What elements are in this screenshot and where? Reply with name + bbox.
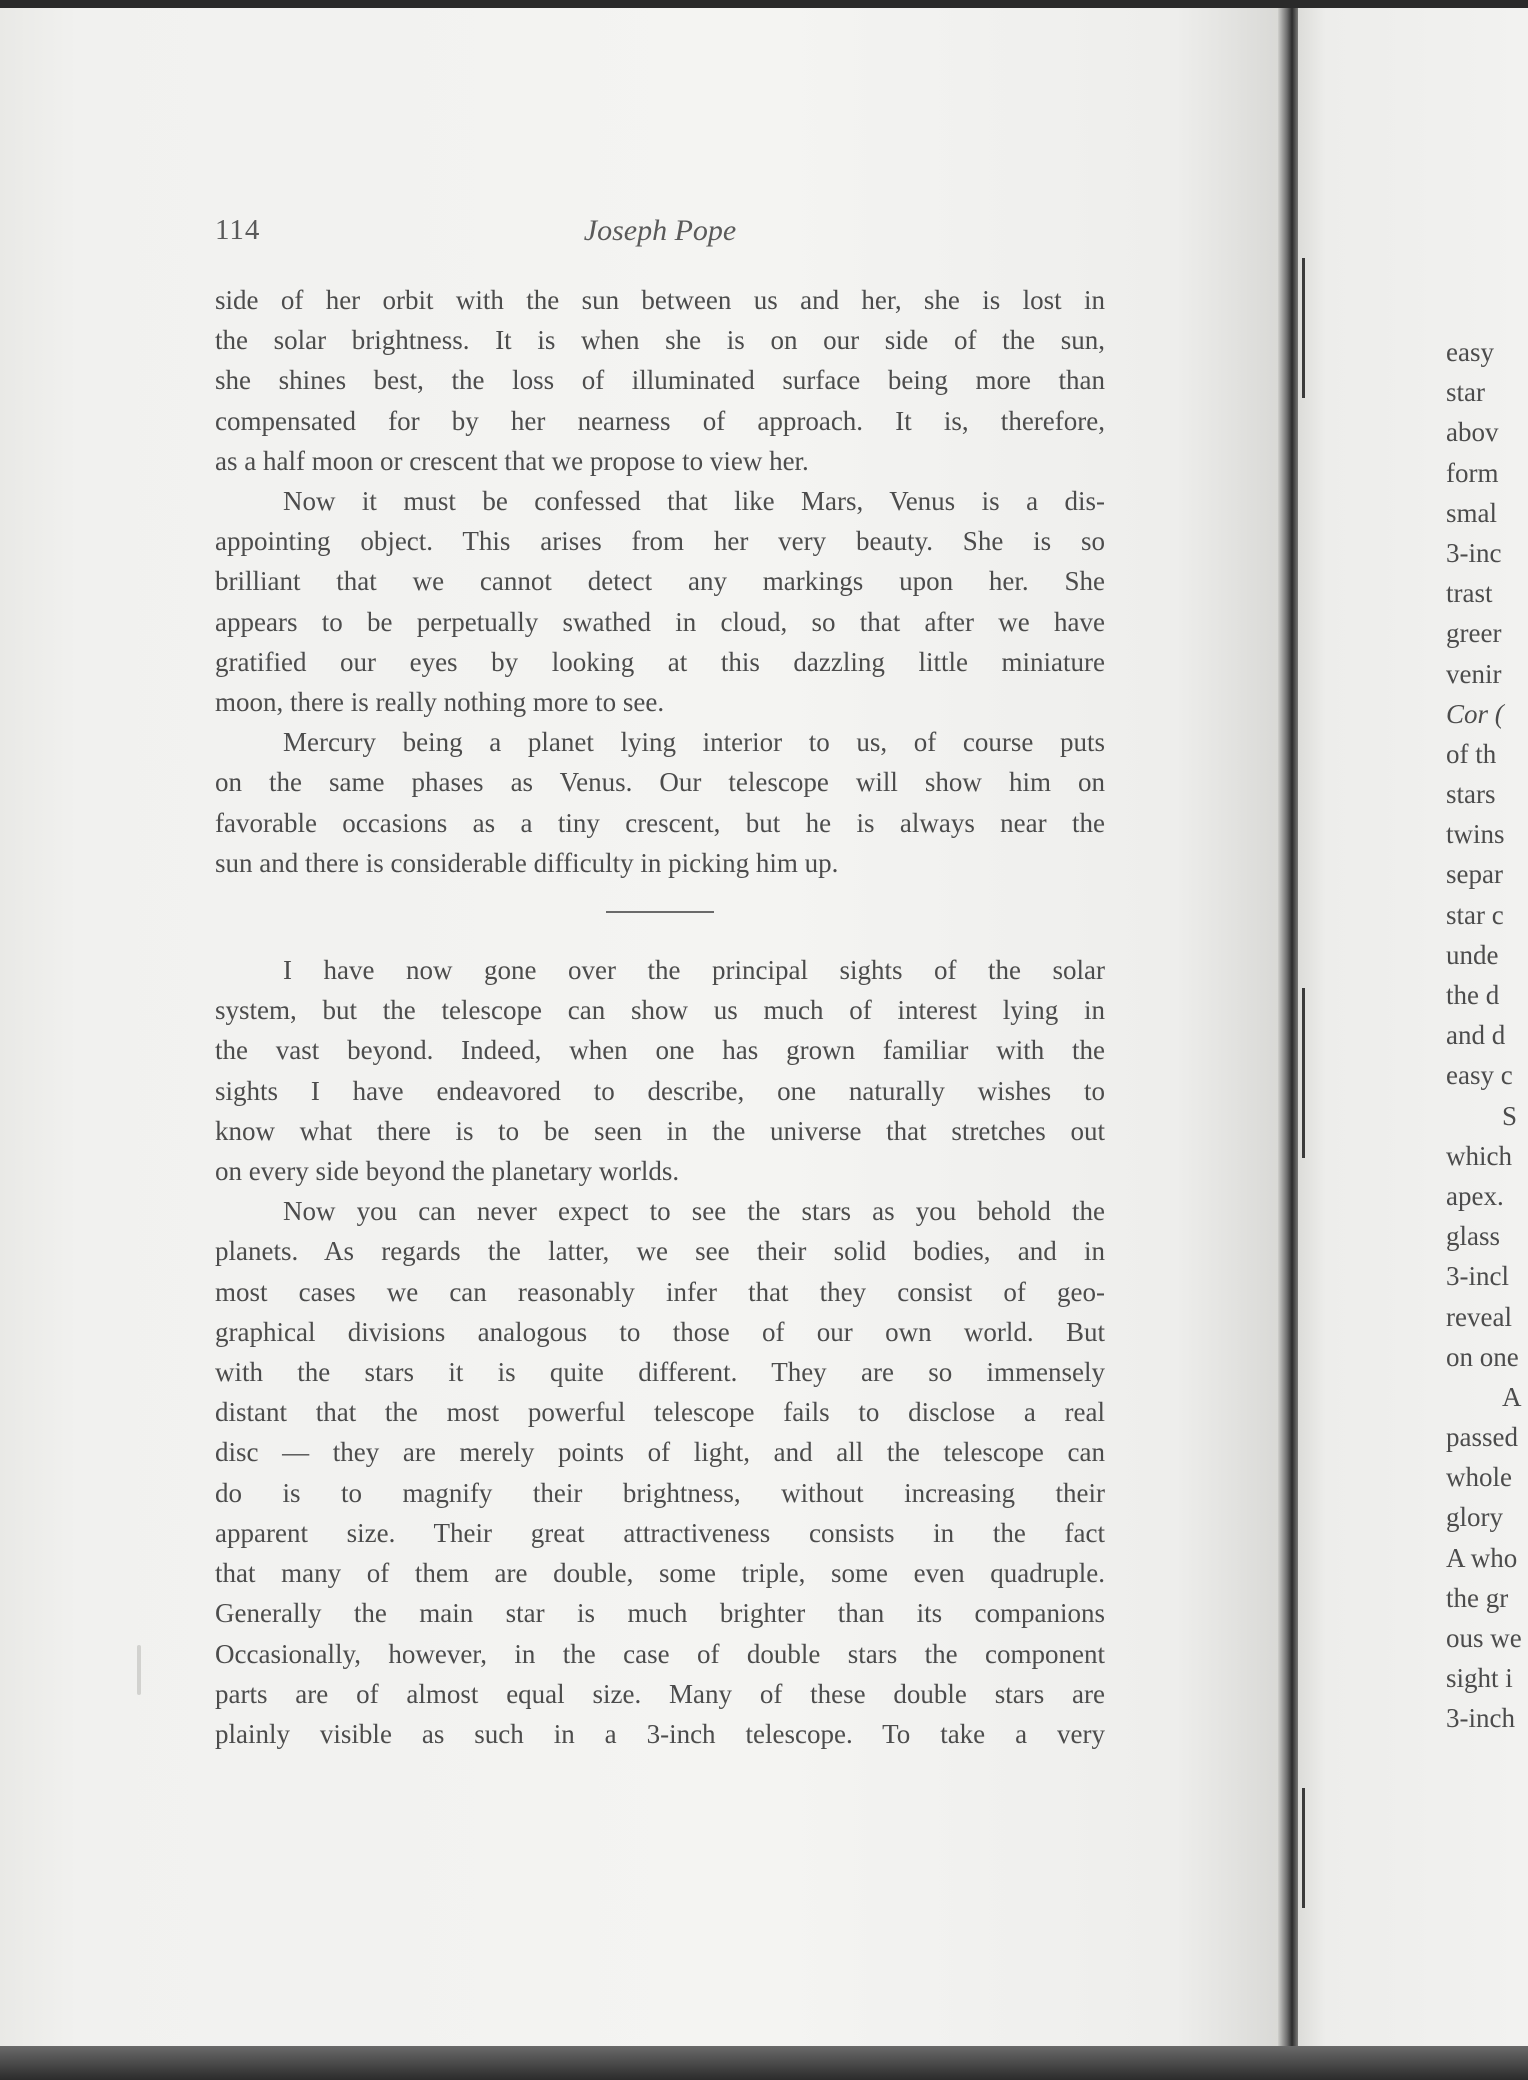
right-text-line: the gr	[1446, 1582, 1509, 1613]
text-line: gratified our eyes by looking at this dazzling little miniature	[215, 646, 1105, 677]
text-line: favorable occasions as a tiny crescent, but he is always near the	[215, 807, 1105, 838]
right-text-line: reveal	[1446, 1301, 1512, 1332]
right-text-line: passed	[1446, 1422, 1518, 1453]
right-text-line: easy	[1446, 337, 1494, 367]
text-line: disc — they are merely points of light, and all the telescope can	[215, 1437, 1105, 1468]
margin-line	[1302, 988, 1305, 1158]
right-text-line: abov	[1446, 417, 1499, 448]
right-page-text	[1446, 332, 1528, 1739]
right-text-line: easy c	[1446, 1060, 1513, 1091]
text-line: parts are of almost equal size. Many of these double stars are	[215, 1678, 1105, 1709]
right-text-line: the d	[1446, 980, 1500, 1010]
text-line: apparent size. Their great attractiveness consists in the fact	[215, 1517, 1105, 1548]
paragraph	[215, 722, 1105, 883]
text-line: I have now gone over the principal sights of the solar	[283, 955, 1105, 986]
right-text-line: apex.	[1446, 1180, 1504, 1211]
paragraph	[215, 950, 1105, 1191]
right-text-line: glory	[1446, 1502, 1503, 1533]
right-page	[1298, 8, 1528, 2046]
text-line: most cases we can reasonably infer that they consist of geo-	[215, 1276, 1105, 1307]
text-line: sun and there is considerable difficulty in picking him up.	[215, 847, 839, 878]
right-text-line: which	[1446, 1140, 1512, 1171]
text-line: on the same phases as Venus. Our telescope will show him on	[215, 767, 1105, 798]
right-text-line: A who	[1446, 1542, 1518, 1573]
right-text-line: greer	[1446, 618, 1502, 649]
text-line: Now you can never expect to see the stars as you behold the	[283, 1196, 1105, 1227]
running-head	[215, 214, 1105, 258]
right-text-line: and d	[1446, 1020, 1506, 1051]
text-line: the vast beyond. Indeed, when one has grown familiar with the	[215, 1035, 1105, 1066]
text-line: that many of them are double, some triple, some even quadruple.	[215, 1558, 1105, 1589]
text-line: as a half moon or crescent that we propose to view her.	[215, 445, 809, 476]
right-text-line: star	[1446, 377, 1485, 408]
right-text-line: 3-inc	[1446, 537, 1502, 568]
scan-bottom-edge	[0, 2046, 1528, 2080]
right-text-line: sight i	[1446, 1663, 1513, 1694]
text-line: know what there is to be seen in the universe that stretches out	[215, 1115, 1105, 1146]
text-line: Generally the main star is much brighter than its companions	[215, 1598, 1105, 1629]
text-line: with the stars it is quite different. They are so immensely	[215, 1357, 1105, 1388]
book-gutter	[1278, 8, 1298, 2046]
right-text-line: A	[1502, 1381, 1522, 1412]
text-line: plainly visible as such in a 3-inch telescope. To take a very	[215, 1718, 1105, 1749]
margin-line	[1302, 1788, 1305, 1908]
text-line: do is to magnify their brightness, without increasing their	[215, 1477, 1105, 1508]
right-text-line: trast	[1446, 578, 1493, 609]
right-text-line: separ	[1446, 859, 1503, 890]
section-divider	[606, 911, 714, 913]
paragraph	[215, 481, 1105, 722]
right-text-line: Cor (	[1446, 698, 1504, 729]
text-line: appears to be perpetually swathed in cloud, so that after we have	[215, 606, 1105, 637]
right-text-line: form	[1446, 457, 1499, 488]
right-text-line: venir	[1446, 658, 1502, 689]
right-text-line: twins	[1446, 819, 1505, 850]
text-line: she shines best, the loss of illuminated surface being more than	[215, 365, 1105, 396]
text-line: distant that the most powerful telescope fails to disclose a real	[215, 1397, 1105, 1428]
right-text-line: smal	[1446, 497, 1497, 528]
text-line: compensated for by her nearness of approach. It is, therefore,	[215, 405, 1105, 436]
text-line: Now it must be confessed that like Mars, Venus is a dis-	[283, 486, 1105, 517]
right-text-line: of th	[1446, 738, 1497, 769]
text-line: Occasionally, however, in the case of double stars the component	[215, 1638, 1105, 1669]
text-line: on every side beyond the planetary worlds.	[215, 1156, 680, 1187]
right-text-line: glass	[1446, 1221, 1500, 1252]
scan-top-edge	[0, 0, 1528, 8]
header-author: Joseph Pope	[583, 214, 737, 247]
paragraph	[215, 280, 1105, 481]
page-number: 114	[215, 214, 261, 246]
right-text-line: S	[1502, 1100, 1518, 1131]
right-text-line: on one	[1446, 1341, 1519, 1372]
right-text-line: star c	[1446, 899, 1504, 930]
text-line: the solar brightness. It is when she is on our side of the sun,	[215, 325, 1105, 356]
right-text-line: unde	[1446, 939, 1499, 970]
text-line: system, but the telescope can show us much of interest lying in	[215, 995, 1105, 1026]
right-text-line: 3-incl	[1446, 1261, 1509, 1292]
right-text-line: whole	[1446, 1462, 1512, 1493]
text-line: sights I have endeavored to describe, one naturally wishes to	[215, 1075, 1105, 1106]
text-line: brilliant that we cannot detect any markings upon her. She	[215, 566, 1105, 597]
body-text	[215, 280, 1105, 1754]
right-text-line: 3-inch	[1446, 1703, 1515, 1734]
text-line: graphical divisions analogous to those of our own world. But	[215, 1316, 1105, 1347]
margin-line	[1302, 258, 1305, 398]
text-line: Mercury being a planet lying interior to us, of course puts	[283, 727, 1105, 758]
page-smudge	[137, 1645, 141, 1695]
text-line: side of her orbit with the sun between us and her, she is lost in	[215, 285, 1105, 315]
text-line: planets. As regards the latter, we see their solid bodies, and in	[215, 1236, 1105, 1267]
right-text-line: stars	[1446, 779, 1496, 810]
text-line: appointing object. This arises from her very beauty. She is so	[215, 526, 1105, 557]
right-text-line: ous we	[1446, 1623, 1522, 1653]
text-line: moon, there is really nothing more to see.	[215, 687, 665, 718]
paragraph	[215, 1191, 1105, 1754]
